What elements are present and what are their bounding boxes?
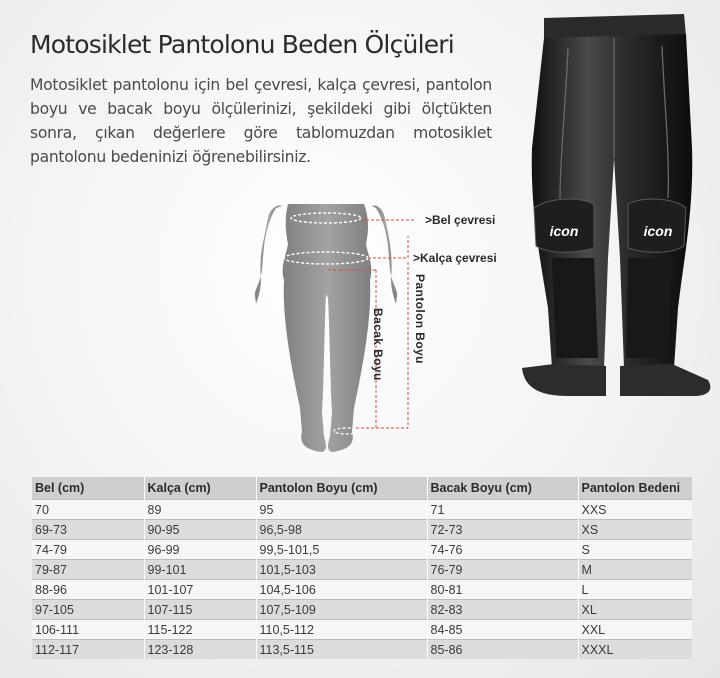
cell-trouser-length: 95 bbox=[256, 500, 427, 520]
cell-size: M bbox=[578, 560, 692, 580]
cell-inseam: 71 bbox=[427, 500, 578, 520]
page-title: Motosiklet Pantolonu Beden Ölçüleri bbox=[30, 30, 454, 59]
table-row bbox=[32, 640, 692, 660]
table-row bbox=[32, 560, 692, 580]
description-text: Motosiklet pantolonu için bel çevresi, kalça çevresi, pantolon boyu ve bacak boyu ölçülerinizi, şekildeki gibi ölçtükten sonra, çıkan değerlere göre tablomuzdan motosiklet pantolonu bedeninizi öğrenebilirsiniz. bbox=[30, 76, 492, 166]
cell-size: XXL bbox=[578, 620, 692, 640]
table-row bbox=[32, 520, 692, 540]
table-header-row bbox=[32, 477, 692, 500]
table-row bbox=[32, 540, 692, 560]
cell-waist: 69-73 bbox=[32, 520, 144, 540]
cell-waist: 74-79 bbox=[32, 540, 144, 560]
cell-size: XXS bbox=[578, 500, 692, 520]
header-inseam: Bacak Boyu (cm) bbox=[427, 477, 578, 500]
cell-size: XL bbox=[578, 600, 692, 620]
cell-inseam: 80-81 bbox=[427, 580, 578, 600]
cell-inseam: 84-85 bbox=[427, 620, 578, 640]
cell-waist: 88-96 bbox=[32, 580, 144, 600]
cell-hip: 115-122 bbox=[144, 620, 256, 640]
cell-trouser-length: 110,5-112 bbox=[256, 620, 427, 640]
table-row bbox=[32, 500, 692, 520]
product-image bbox=[508, 8, 720, 400]
cell-size: XXXL bbox=[578, 640, 692, 660]
cell-inseam: 85-86 bbox=[427, 640, 578, 660]
header-size: Pantolon Bedeni bbox=[578, 477, 692, 500]
hip-label: >Kalça çevresi bbox=[413, 251, 497, 265]
cell-waist: 106-111 bbox=[32, 620, 144, 640]
header-trouser-length: Pantolon Boyu (cm) bbox=[256, 477, 427, 500]
table-row bbox=[32, 600, 692, 620]
cell-hip: 96-99 bbox=[144, 540, 256, 560]
cell-size: L bbox=[578, 580, 692, 600]
cell-trouser-length: 113,5-115 bbox=[256, 640, 427, 660]
table-row bbox=[32, 620, 692, 640]
header-waist: Bel (cm) bbox=[32, 477, 144, 500]
cell-trouser-length: 104,5-106 bbox=[256, 580, 427, 600]
cell-waist: 70 bbox=[32, 500, 144, 520]
cell-waist: 97-105 bbox=[32, 600, 144, 620]
header-hip: Kalça (cm) bbox=[144, 477, 256, 500]
cell-hip: 99-101 bbox=[144, 560, 256, 580]
table-row bbox=[32, 580, 692, 600]
cell-trouser-length: 96,5-98 bbox=[256, 520, 427, 540]
cell-hip: 123-128 bbox=[144, 640, 256, 660]
pants-brand-left: icon bbox=[549, 223, 579, 239]
size-chart-table bbox=[32, 477, 692, 659]
waist-label: >Bel çevresi bbox=[425, 213, 496, 227]
pants-brand-right: icon bbox=[643, 223, 673, 239]
cell-inseam: 82-83 bbox=[427, 600, 578, 620]
cell-size: S bbox=[578, 540, 692, 560]
cell-trouser-length: 101,5-103 bbox=[256, 560, 427, 580]
cell-hip: 89 bbox=[144, 500, 256, 520]
cell-waist: 112-117 bbox=[32, 640, 144, 660]
trouser-length-label: Pantolon Boyu bbox=[413, 274, 427, 364]
inseam-label: Bacak Boyu bbox=[371, 308, 385, 381]
cell-inseam: 74-76 bbox=[427, 540, 578, 560]
cell-trouser-length: 99,5-101,5 bbox=[256, 540, 427, 560]
cell-hip: 101-107 bbox=[144, 580, 256, 600]
cell-hip: 90-95 bbox=[144, 520, 256, 540]
cell-trouser-length: 107,5-109 bbox=[256, 600, 427, 620]
cell-inseam: 76-79 bbox=[427, 560, 578, 580]
motorcycle-pants-icon bbox=[508, 8, 720, 400]
cell-waist: 79-87 bbox=[32, 560, 144, 580]
body-silhouette-icon bbox=[220, 200, 520, 460]
measurement-diagram bbox=[220, 200, 520, 460]
cell-hip: 107-115 bbox=[144, 600, 256, 620]
cell-inseam: 72-73 bbox=[427, 520, 578, 540]
cell-size: XS bbox=[578, 520, 692, 540]
